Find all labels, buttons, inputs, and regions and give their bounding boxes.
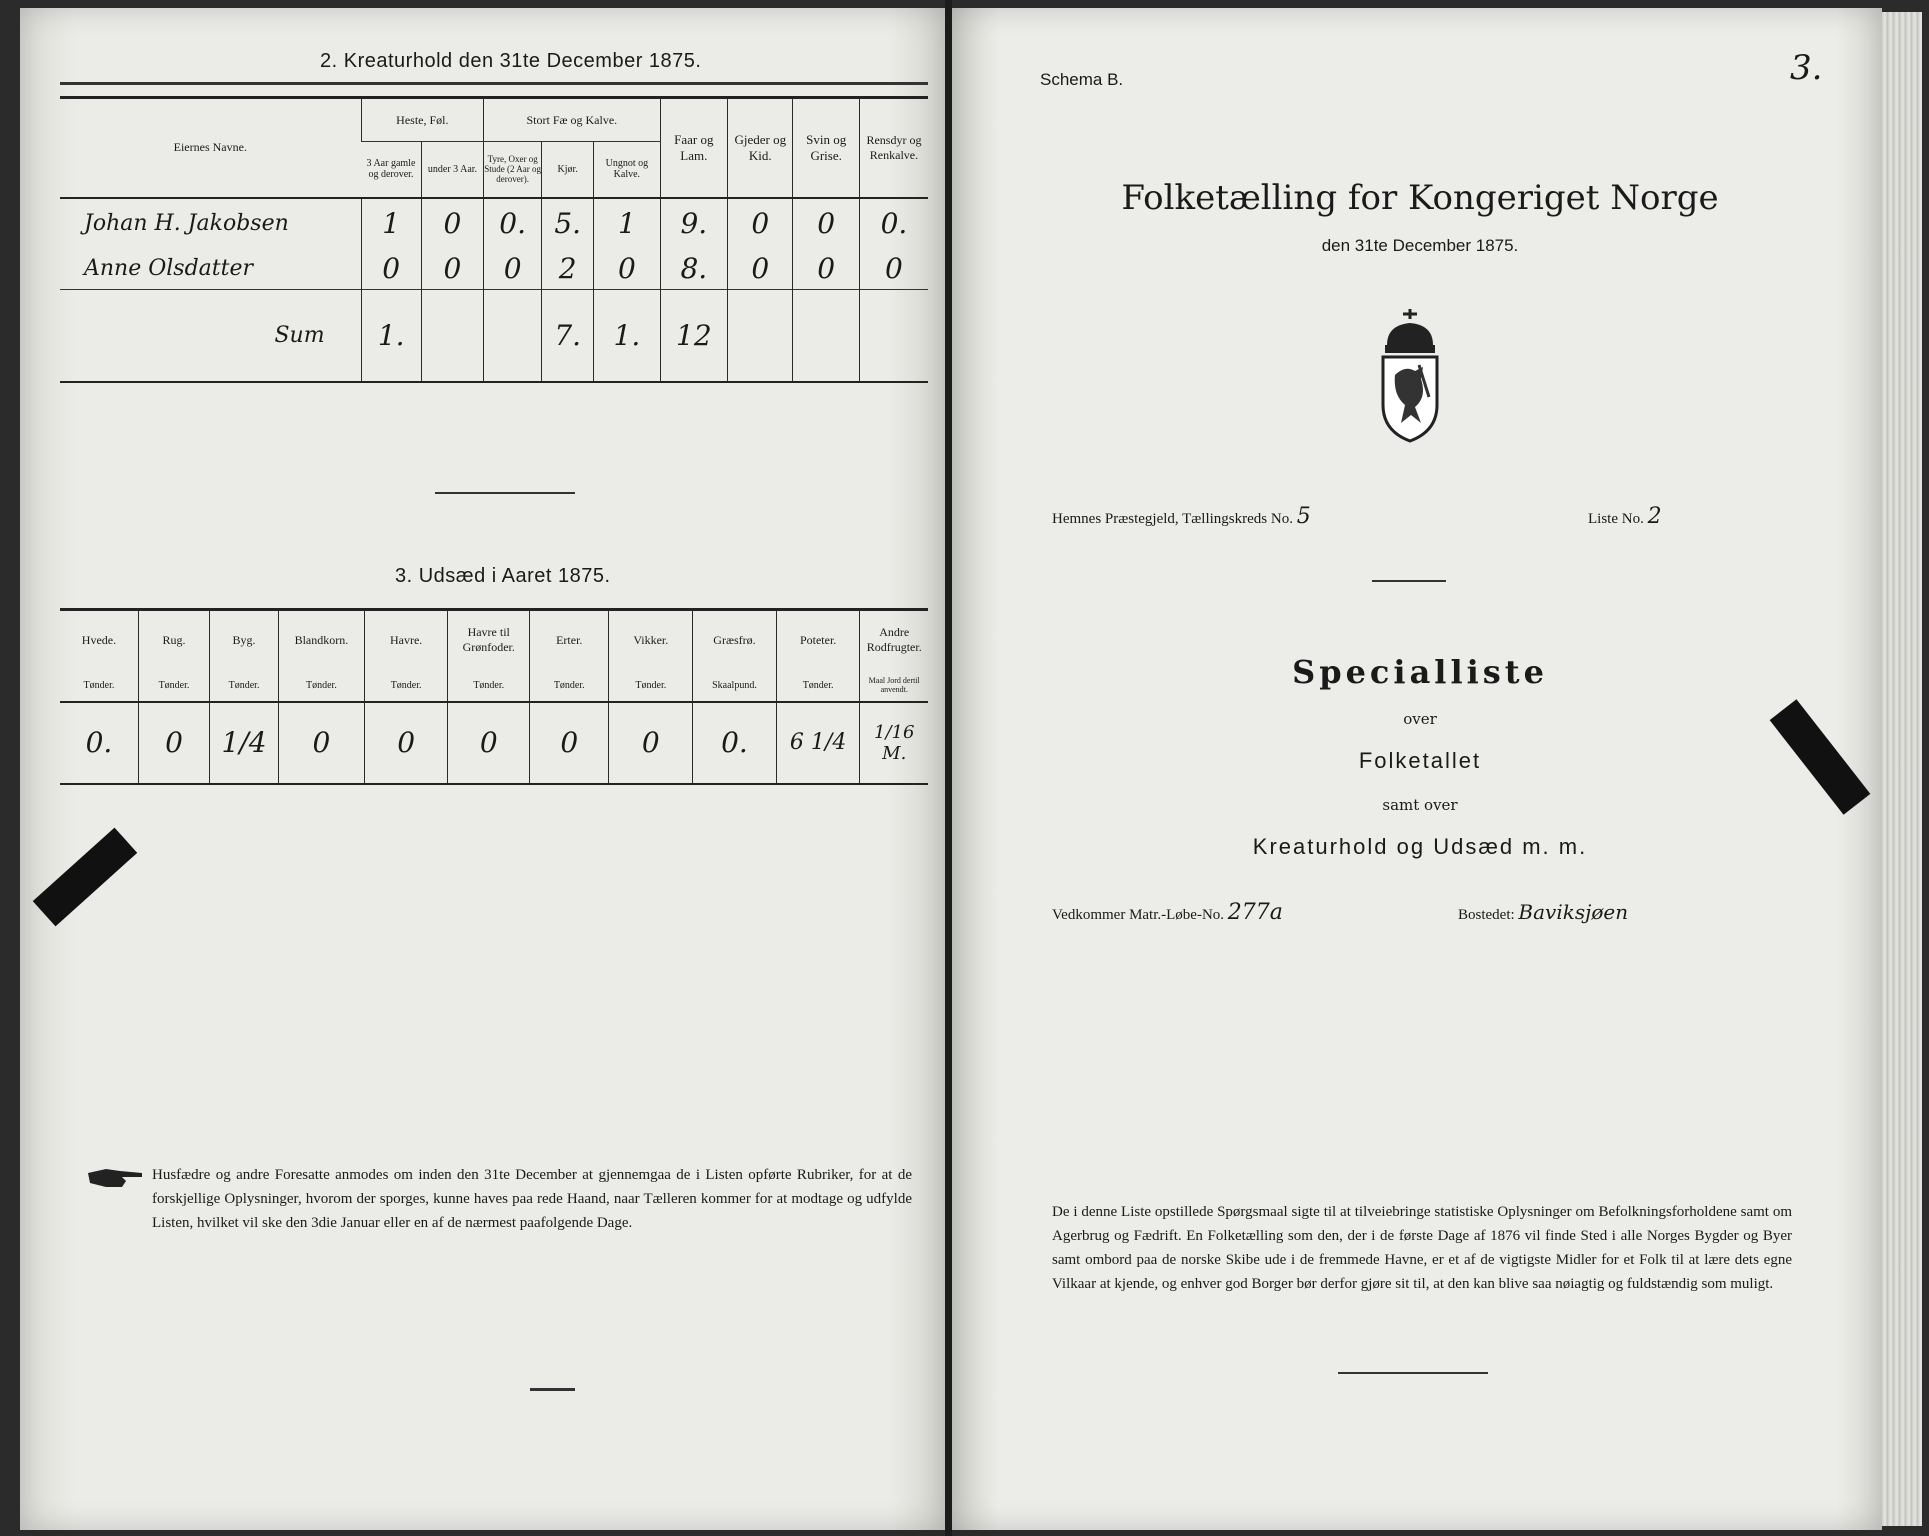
livestock-table xyxy=(60,96,928,383)
pointing-hand-icon xyxy=(86,1163,146,1191)
seed-value: 0 xyxy=(448,702,530,784)
bosted-value: Baviksjøen xyxy=(1518,900,1629,924)
kreatur-text: Kreaturhold og Udsæd m. m. xyxy=(1252,834,1588,859)
cell: 12 xyxy=(660,290,727,382)
cell xyxy=(728,290,793,382)
seed-header: Erter. xyxy=(530,610,609,670)
cell: 0 xyxy=(361,248,421,290)
seed-header: Andre Rodfrugter. xyxy=(860,610,928,670)
seed-value: 0 xyxy=(530,702,609,784)
seed-header: Vikker. xyxy=(609,610,693,670)
main-title: Folketælling for Kongeriget Norge xyxy=(1121,178,1719,218)
cell xyxy=(859,290,928,382)
cell: 0 xyxy=(594,248,660,290)
seed-header: Hvede. xyxy=(81,632,117,647)
seed-title: 3. Udsæd i Aaret 1875. xyxy=(395,565,611,587)
cell: 0 xyxy=(728,248,793,290)
seed-unit: Tønder. xyxy=(530,670,609,702)
cell xyxy=(484,290,542,382)
page-edges xyxy=(1882,12,1922,1526)
cell: 0 xyxy=(421,198,483,248)
divider xyxy=(1338,1372,1488,1374)
cell: 0 xyxy=(484,248,542,290)
divider xyxy=(1372,580,1446,582)
samt-text: samt over xyxy=(1382,796,1458,814)
cell: 2 xyxy=(542,248,594,290)
seed-value: 0. xyxy=(85,726,113,759)
seed-value: 0 xyxy=(609,702,693,784)
cell: 0 xyxy=(793,198,859,248)
cell: 0 xyxy=(728,198,793,248)
list-line xyxy=(1588,504,1662,529)
cell: 0 xyxy=(421,248,483,290)
seed-unit: Skaalpund. xyxy=(693,670,777,702)
bosted-line xyxy=(1458,900,1628,924)
matr-number: 277a xyxy=(1227,900,1283,925)
stort-header: Stort Fæ og Kalve. xyxy=(484,98,660,142)
top-rule xyxy=(60,82,928,85)
rensdyr-header: Rensdyr og Renkalve. xyxy=(859,98,928,198)
owner-name: Johan H. Jakobsen xyxy=(84,210,289,236)
cell xyxy=(793,290,859,382)
bosted-label: Bostedet: xyxy=(1458,907,1515,923)
owner-header: Eiernes Navne. xyxy=(173,140,247,155)
seed-value: 0 xyxy=(279,702,365,784)
cell: 0 xyxy=(793,248,859,290)
folketallet-text: Folketallet xyxy=(1358,748,1482,773)
seed-value: 6 1/4 xyxy=(776,702,860,784)
seed-unit: Tønder. xyxy=(776,670,860,702)
cell: 1 xyxy=(361,198,421,248)
list-number: 2 xyxy=(1647,504,1662,529)
seed-unit: Tønder. xyxy=(210,670,279,702)
district-label: Hemnes Præstegjeld, Tællingskreds No. xyxy=(1052,511,1293,527)
gjeder-header: Gjeder og Kid. xyxy=(728,98,793,198)
faar-header: Faar og Lam. xyxy=(660,98,727,198)
district-number: 5 xyxy=(1296,504,1311,529)
cell: 1 xyxy=(594,198,660,248)
schema-label: Schema B. xyxy=(1040,70,1124,89)
footer-text: De i denne Liste opstillede Spørgsmaal sigte til at tilveiebringe statistiske Oplysninger om Befolkningsforholdene samt om Agerbrug og Fædrift. En Folketælling som den, der i de første Dage af 1876 vil finde Sted i alle Norges Bygder og Byer samt ombord paa de norske Skibe ude i de fremmede Havne, er et af de vigtigste Midler for et Folk til at lære dets egne Vilkaar at kjende, og enhver god Borger bør derfor gjøre sit til, at den kan blive saa nøiagtig og fuldstændig som muligt. xyxy=(1052,1204,1792,1292)
livestock-title: 2. Kreaturhold den 31te December 1875. xyxy=(320,50,702,72)
owner-name: Anne Olsdatter xyxy=(84,255,254,281)
cell: 0. xyxy=(484,198,542,248)
divider xyxy=(435,492,575,494)
svin-header: Svin og Grise. xyxy=(793,98,859,198)
seed-header: Græsfrø. xyxy=(693,610,777,670)
seed-unit: Tønder. xyxy=(364,670,448,702)
cell: 0 xyxy=(859,248,928,290)
cell: 8. xyxy=(660,248,727,290)
matr-line xyxy=(1052,900,1283,925)
seed-header: Byg. xyxy=(210,610,279,670)
seed-unit: Tønder. xyxy=(83,679,115,691)
cell xyxy=(421,290,483,382)
seed-value: 1/4 xyxy=(210,702,279,784)
seed-value: 0. xyxy=(693,702,777,784)
cell: 5. xyxy=(542,198,594,248)
cell: 0. xyxy=(859,198,928,248)
seed-table xyxy=(60,608,928,785)
sum-label: Sum xyxy=(274,322,325,348)
end-mark xyxy=(530,1388,575,1391)
census-date: den 31te December 1875. xyxy=(1321,236,1519,255)
heste-under3-header: under 3 Aar. xyxy=(421,142,483,198)
seed-value: 0 xyxy=(138,702,209,784)
cell: 9. xyxy=(660,198,727,248)
list-label: Liste No. xyxy=(1588,511,1644,527)
cell: 7. xyxy=(542,290,594,382)
cell: 1. xyxy=(594,290,660,382)
seed-unit: Maal Jord dertil anvendt. xyxy=(860,670,928,702)
seed-header: Havre til Grønfoder. xyxy=(448,610,530,670)
seed-unit: Tønder. xyxy=(609,670,693,702)
seed-unit: Tønder. xyxy=(138,670,209,702)
book-spine xyxy=(945,0,952,1536)
district-line xyxy=(1052,504,1311,529)
matr-label: Vedkommer Matr.-Løbe-No. xyxy=(1052,907,1225,923)
seed-header: Rug. xyxy=(138,610,209,670)
kjor-header: Kjør. xyxy=(542,142,594,198)
coat-of-arms-icon xyxy=(1375,305,1445,445)
seed-header: Havre. xyxy=(364,610,448,670)
seed-value: 0 xyxy=(364,702,448,784)
page-number: 3. xyxy=(1790,48,1823,88)
ungnot-header: Ungnot og Kalve. xyxy=(594,142,660,198)
cell: 1. xyxy=(361,290,421,382)
heste-3plus-header: 3 Aar gamle og derover. xyxy=(366,158,416,181)
seed-unit: Tønder. xyxy=(448,670,530,702)
seed-header: Poteter. xyxy=(776,610,860,670)
over-text: over xyxy=(1403,710,1437,728)
seed-header: Blandkorn. xyxy=(279,610,365,670)
seed-value: 1/16 M. xyxy=(860,702,928,784)
tyre-header: Tyre, Oxer og Stude (2 Aar og derover). xyxy=(484,142,542,198)
special-title: Specialliste xyxy=(1292,653,1548,691)
seed-unit: Tønder. xyxy=(279,670,365,702)
notice-text: Husfædre og andre Foresatte anmodes om inden den 31te December at gjennemgaa de i Listen opførte Rubriker, for at de forskjellige Oplysninger, hvorom der sporges, kunne haves paa rede Haand, naar Tælleren kommer for at modtage og udfylde Listen, hvilket vil ske den 3die Januar eller en af de nærmest paafolgende Dage. xyxy=(152,1167,912,1231)
heste-header: Heste, Føl. xyxy=(361,98,484,142)
